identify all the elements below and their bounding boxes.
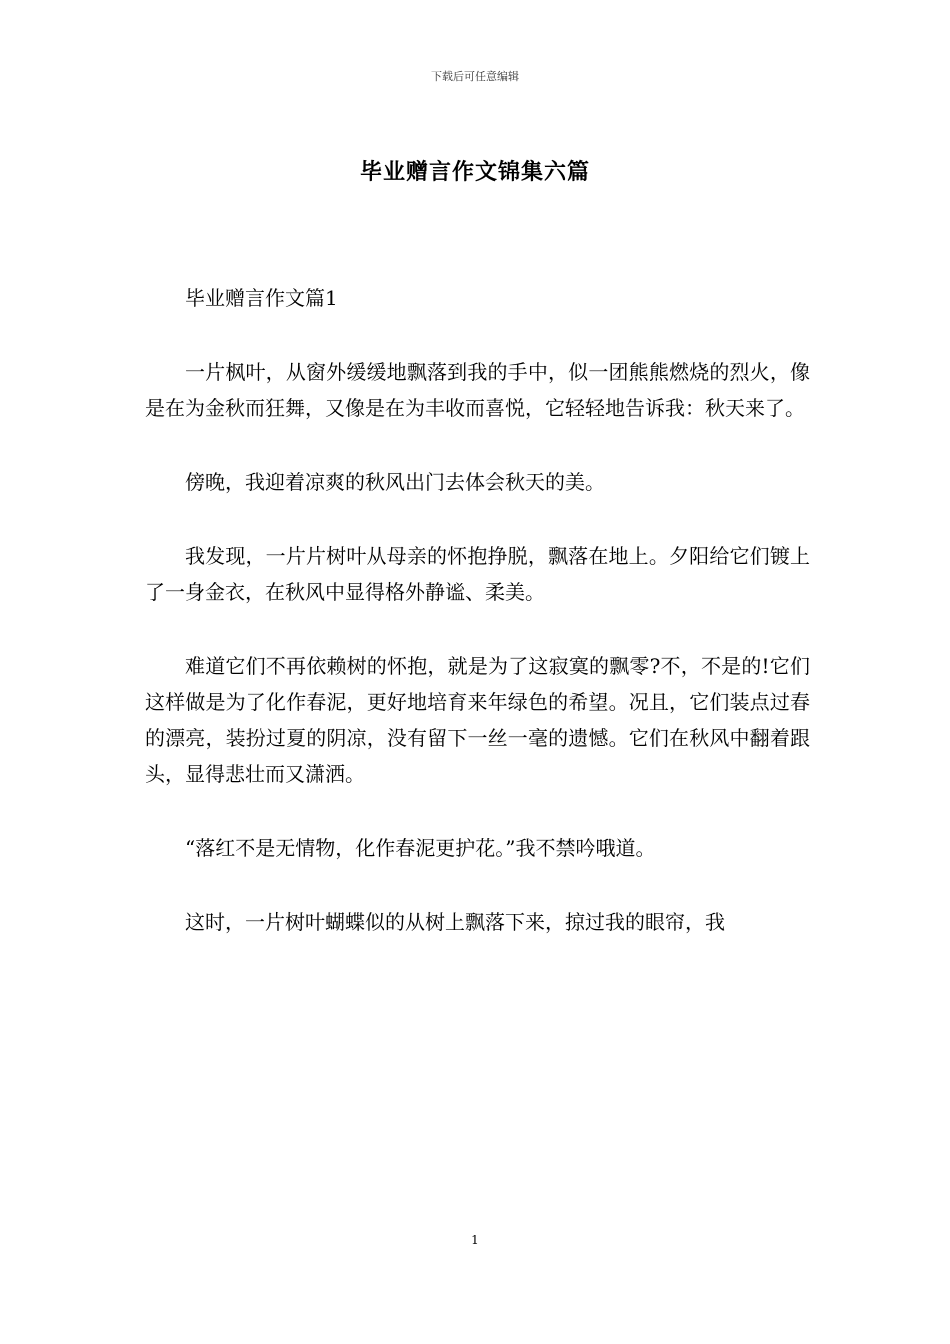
page-number: 1	[471, 1233, 479, 1247]
paragraph: 傍晚，我迎着凉爽的秋风出门去体会秋天的美。	[185, 470, 605, 494]
document-body	[145, 280, 810, 978]
paragraph: 一片枫叶，从窗外缓缓地飘落到我的手中，似一团熊熊燃烧的烈火，像是在为金秋而狂舞，又像是在为丰收而喜悦，它轻轻地告诉我：秋天来了。	[145, 360, 810, 420]
section-heading: 毕业赠言作文篇1	[185, 286, 338, 310]
paragraph: 我发现，一片片树叶从母亲的怀抱挣脱，飘落在地上。夕阳给它们镀上了一身金衣，在秋风中显得格外静谧、柔美。	[145, 544, 810, 604]
paragraph: “落红不是无情物，化作春泥更护花。”我不禁吟哦道。	[185, 836, 656, 860]
paragraph: 难道它们不再依赖树的怀抱，就是为了这寂寞的飘零?不，不是的!它们这样做是为了化作春泥，更好地培育来年绿色的希望。况且，它们装点过春的漂亮，装扮过夏的阴凉，没有留下一丝一毫的遗憾。它们在秋风中翻着跟头，显得悲壮而又潇洒。	[145, 654, 810, 786]
document-title: 毕业赠言作文锦集六篇	[359, 159, 590, 185]
header-note: 下载后可任意编辑	[431, 70, 519, 83]
paragraph: 这时，一片树叶蝴蝶似的从树上飘落下来，掠过我的眼帘，我	[185, 910, 725, 934]
